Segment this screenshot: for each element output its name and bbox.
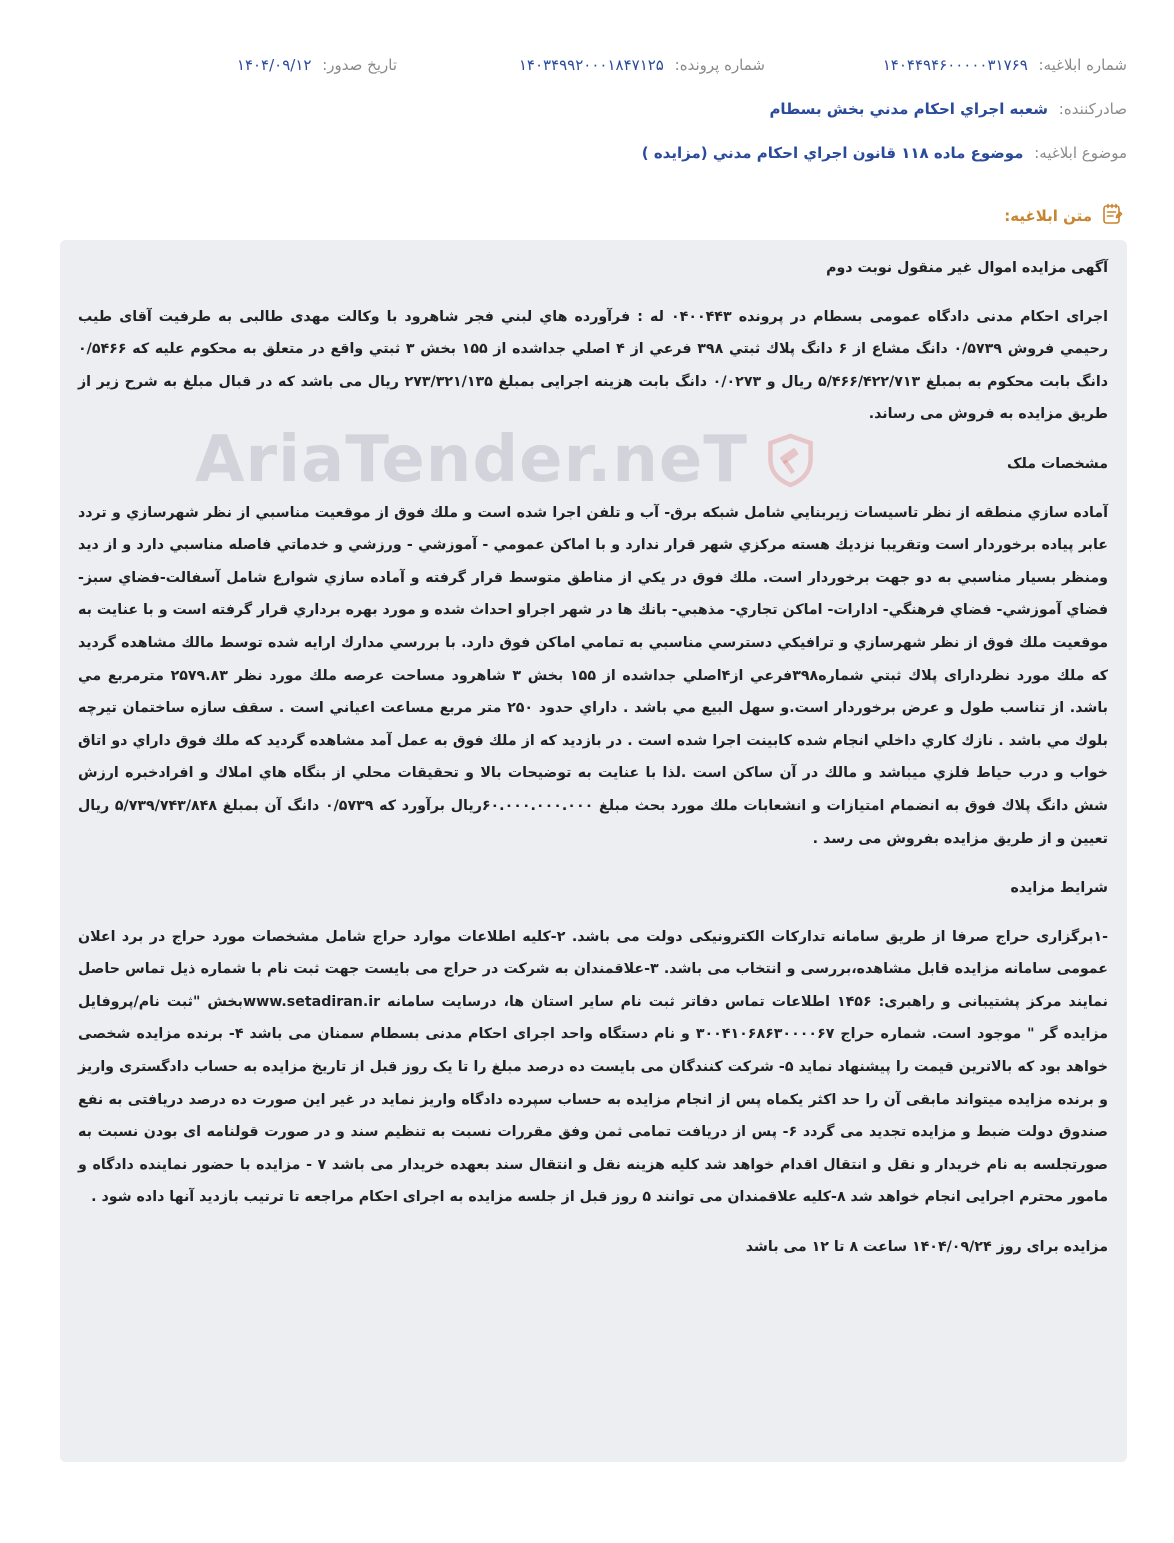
property-paragraph: آماده سازي منطقه از نظر تاسيسات زيربنايي شامل شبكه برق- آب و تلفن اجرا شده است و ملك فوق از موقعيت مناسبي از نظر شهرسازي و تردد عابر پياده برخوردار است وتقريبا نزديك هسته مركزي شهر قرار ندارد و با اماكن عمومي - آموزشي - ورزشي و خدماتي فاصله مناسبي دارد و از ديد ومنظر بسيار مناسبي به دو جهت برخوردار است. ملك فوق در يكي از مناطق متوسط قرار گرفته و آماده سازي شوارع شامل آسفالت-فضاي سبز- فضاي آموزشي- فضاي فرهنگي- ادارات- اماكن تجاري- مذهبي- بانك ها در شهر اجراو احداث شده و مورد بهره برداري قرار گرفته است و با عنايت به موقعيت ملك فوق از نظر شهرسازي و ترافيكي دسترسي مناسبي به تمامي اماكن فوق دارد. با بررسي مدارك ارايه شده توسط مالك مشاهده گرديد كه ملك مورد نظردارای پلاك ثبتي شماره۳۹۸فرعي از۴اصلي جداشده از ۱۵۵ بخش ۳ شاهرود مساحت عرصه ملك مورد نظر ۲۵۷۹.۸۳ مترمربع مي باشد. از تناسب طول و عرض برخوردار است.و سهل البيع مي باشد . داراي حدود ۲۵۰ متر مربع مساعت اعياني است . سقف سازه ساختمان تيرچه بلوك مي باشد . نازك كاري داخلي انجام شده كابينت اجرا شده است . در بازديد كه از ملك فوق به عمل آمد مشاهده گرديد كه ملك فوق داراي دو اتاق خواب و درب حياط فلزي ميباشد و مالك در آن ساكن است .لذا با عنايت به توضيحات بالا و تحقيقات محلي از بنگاه هاي املاك و افرادخبره ارزش شش دانگ پلاك فوق به انضمام امتيازات و انشعابات ملك مورد بحث مبلغ ۶۰.۰۰۰.۰۰۰.۰۰۰ريال برآورد كه ۰/۵۷۳۹ دانگ آن بمبلغ ۵/۷۳۹/۷۴۳/۸۴۸ ریال تعیین و از طریق مزایده بفروش می رسد .: [78, 504, 1108, 847]
issue-date-label: تاريخ صدور:: [322, 56, 397, 74]
issue-date-value: ۱۴۰۴/۰۹/۱۲: [236, 56, 312, 74]
subject-label: موضوع ابلاغيه:: [1034, 144, 1127, 162]
issuer-value: شعبه اجراي احکام مدني بخش بسطام: [769, 100, 1048, 118]
notice-subject: [642, 144, 1127, 162]
conditions-heading: شرایط مزایده: [1010, 880, 1108, 897]
issuer-label: صادرکننده:: [1058, 100, 1127, 118]
issue-date: [237, 56, 397, 74]
watermark-text: AriaTender.neT: [195, 423, 748, 497]
notice-number-label: شماره ابلاغيه:: [1038, 56, 1127, 74]
notice-meta-row: [40, 56, 1127, 84]
notice-text-heading: [1004, 202, 1124, 230]
auction-date-paragraph: مزایده برای روز ۱۴۰۴/۰۹/۲۴ ساعت ۸ تا ۱۲ می باشد: [745, 1239, 1108, 1256]
notice-number: [883, 56, 1127, 74]
notice-number-value: ۱۴۰۴۴۹۴۶۰۰۰۰۰۳۱۷۶۹: [882, 56, 1028, 74]
case-number: [519, 56, 765, 74]
notice-intro-paragraph: اجرای احکام مدنی دادگاه عمومی بسطام در پرونده ۰۴۰۰۴۴۳ له : فرآورده هاي لبني فجر شاهرود با وکالت مهدی طالبی به طرفیت آقای طیب رحیمي فروش ۰/۵۷۳۹ دانگ مشاع از ۶ دانگ پلاك ثبتي ۳۹۸ فرعي از ۴ اصلي جداشده از ۱۵۵ بخش ۳ ثبتي واقع در متعلق به محکوم علیه که ۰/۵۴۶۶ دانگ بابت محکوم به بمبلغ ۵/۴۶۶/۴۲۲/۷۱۳ ریال و ۰/۰۲۷۳ دانگ بابت هزینه اجرایی بمبلغ ۲۷۳/۳۲۱/۱۳۵ ریال می باشد که در قبال مبلغ به شرح زیر از طریق مزایده به فروش می رساند.: [78, 308, 1109, 423]
property-heading: مشخصات ملک: [1006, 455, 1108, 472]
issuer: [769, 100, 1127, 118]
notice-text-icon: [1100, 202, 1124, 230]
subject-value: موضوع ماده ۱۱۸ قانون اجراي احکام مدني (مزايده ): [641, 144, 1024, 162]
case-number-label: شماره پرونده:: [674, 56, 765, 74]
notice-body: [78, 252, 1108, 1281]
conditions-paragraph: -۱برگزاری حراج صرفا از طریق سامانه تدارکات الکترونیکی دولت می باشد. ۲-کلیه اطلاعات موارد حراج شامل مشخصات مورد حراج در برد اعلان عمومی سامانه مزایده قابل مشاهده،بررسی و انتخاب می باشد. ۳-علاقمندان به شرکت در حراج می بایست جهت ثبت نام با شماره ذیل تماس حاصل نمایند مرکز پشتیبانی و راهبری: ۱۴۵۶ اطلاعات تماس دفاتر ثبت نام سایر استان ها، درسایت سامانه www.setadiran.irبخش "ثبت نام/پروفایل مزایده گر " موجود است. شماره حراج ۳۰۰۴۱۰۶۸۶۳۰۰۰۰۶۷ و نام دستگاه واحد اجرای احکام مدنی بسطام سمنان می باشد ۴- برنده مزایده شخصی خواهد بود که بالاترین قیمت را پیشنهاد نماید ۵- شرکت کنندگان می بایست ده درصد مبلغ را تا یک روز قبل از تاریخ مزایده به حساب دادگستری واریز و برنده مزایده میتواند مابقی آن را حد اکثر یکماه پس از انجام مزایده به حساب سپرده دادگاه واریز نماید در غیر این صورت ده درصد دریافتی به نفع صندوق دولت ضبط و مزایده تجدید می گردد ۶- پس از دریافت تمامی ثمن وفق مقررات نسبت به تنظیم سند و در صورت قولنامه ای بودن نسبت به صورتجلسه به نام خریدار و نقل و انتقال اقدام خواهد شد کلیه هزینه نقل و انتقال سند بعهده خریدار می باشد ۷ - مزایده با حضور نماینده دادگاه و مامور محترم اجرایی انجام خواهد شد ۸-کلیه علاقمندان می توانند ۵ روز قبل از جلسه مزایده به اجرای احکام مراجعه تا ترتیب بازدید آنها داده شود .: [78, 928, 1109, 1206]
case-number-value: ۱۴۰۳۴۹۹۲۰۰۰۱۸۴۷۱۲۵: [518, 56, 664, 74]
notice-text-title: متن ابلاغيه:: [1004, 207, 1092, 225]
notice-heading: آگهی مزایده اموال غیر منقول نوبت دوم: [826, 260, 1108, 276]
